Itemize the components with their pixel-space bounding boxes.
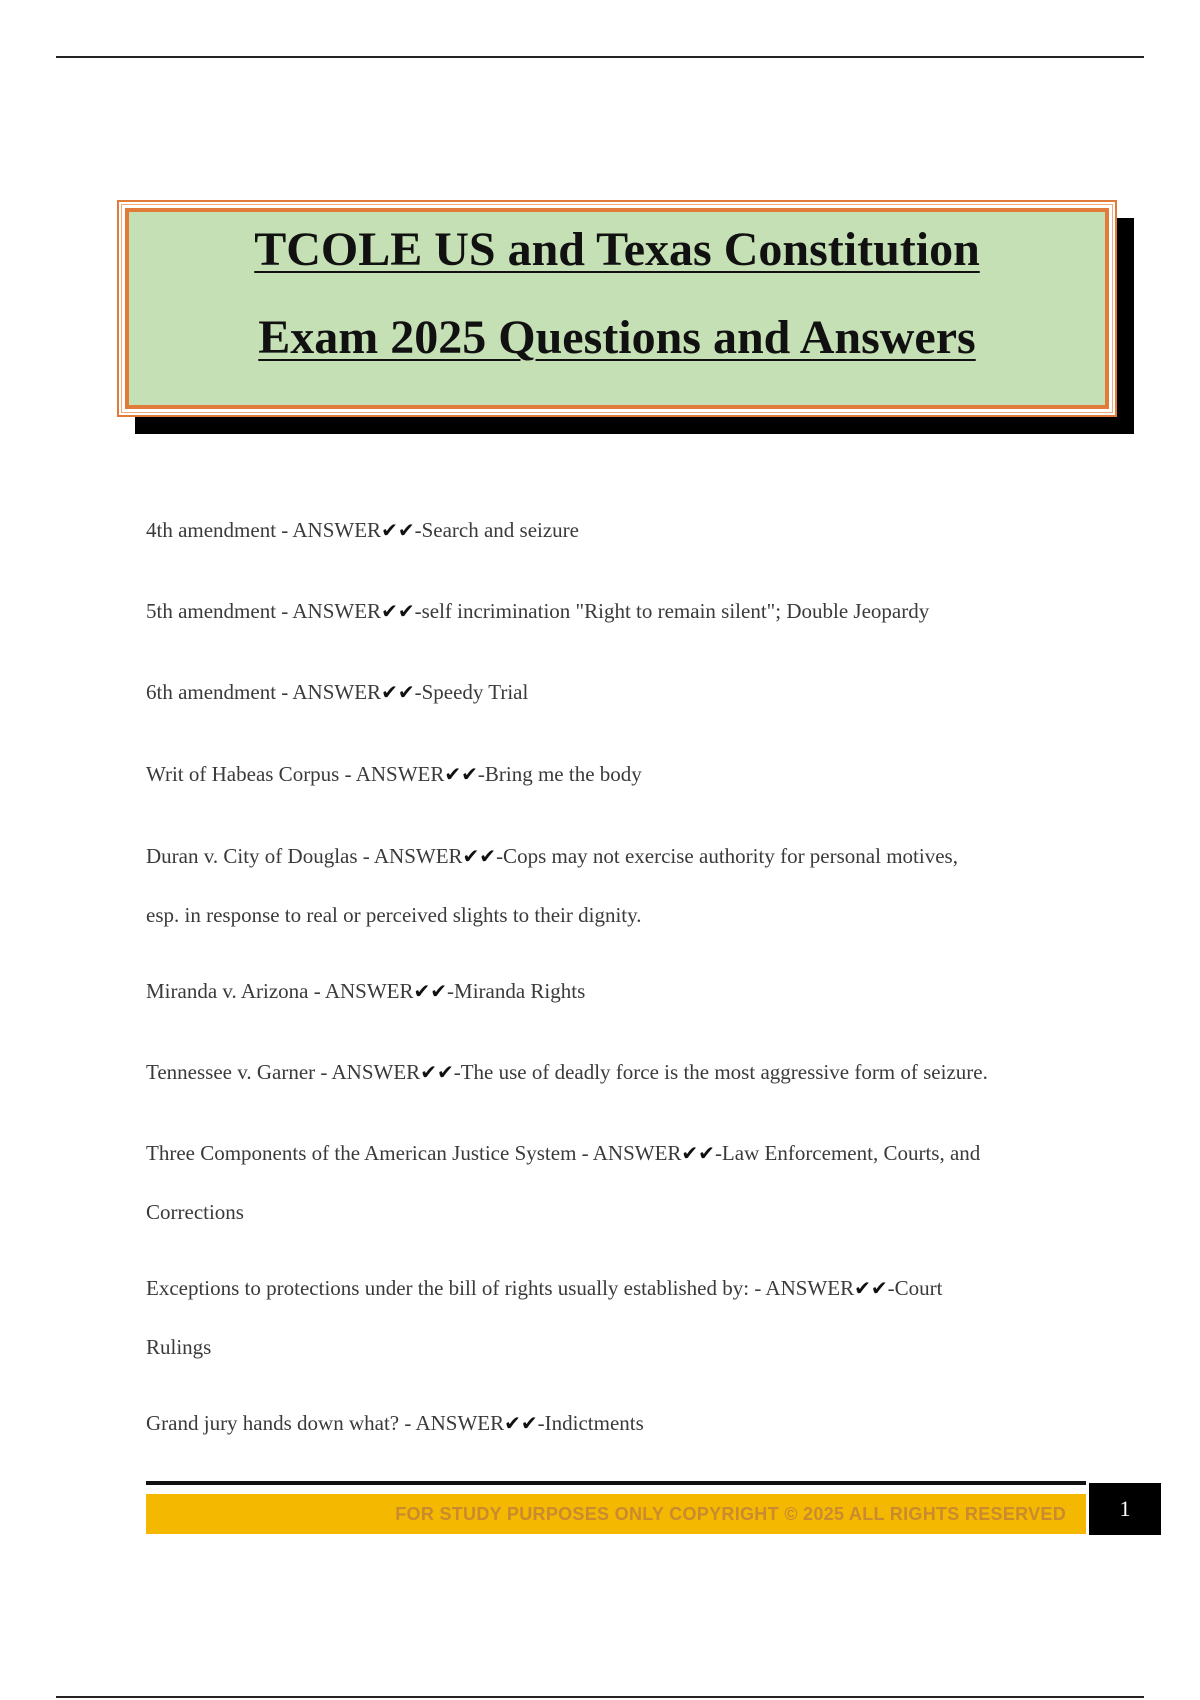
footer-copyright-bar: FOR STUDY PURPOSES ONLY COPYRIGHT © 2025 ALL RIGHTS RESERVED — [146, 1494, 1086, 1534]
qa-line-1 — [146, 827, 1096, 886]
question-text: Duran v. City of Douglas - — [146, 844, 374, 868]
answer-text: -Court — [887, 1276, 943, 1300]
qa-line-1 — [146, 1124, 1096, 1183]
check-marks-icon: ✔✔ — [381, 518, 415, 542]
qa-entry-grand-jury — [146, 1394, 1096, 1453]
answer-text: -The use of deadly force is the most aggressive form of seizure. — [453, 1060, 988, 1084]
answer-text: -Cops may not exercise authority for personal motives, — [496, 844, 958, 868]
answer-text: -Bring me the body — [477, 762, 642, 786]
answer-marker: ANSWER — [331, 1060, 421, 1084]
answer-marker: ANSWER — [324, 979, 414, 1003]
check-marks-icon: ✔✔ — [420, 1060, 454, 1084]
check-marks-icon: ✔✔ — [444, 762, 478, 786]
check-marks-icon: ✔✔ — [381, 680, 415, 704]
qa-entry-6th-amendment — [146, 663, 1096, 722]
question-text: Three Components of the American Justice System - — [146, 1141, 593, 1165]
check-marks-icon: ✔✔ — [462, 844, 497, 868]
question-text: Writ of Habeas Corpus - — [146, 762, 356, 786]
question-text: Grand jury hands down what? - — [146, 1411, 416, 1435]
question-text: Tennessee v. Garner - — [146, 1060, 332, 1084]
question-text: Exceptions to protections under the bill of rights usually established by: - — [146, 1276, 766, 1300]
answer-marker: ANSWER — [415, 1411, 505, 1435]
answer-marker: ANSWER — [592, 1141, 682, 1165]
check-marks-icon: ✔✔ — [681, 1141, 715, 1165]
answer-marker: ANSWER — [765, 1276, 855, 1300]
answer-marker: ANSWER — [373, 844, 463, 868]
qa-entry-duran-v-douglas — [146, 827, 1096, 945]
answer-text: -self incrimination "Right to remain silent"; Double Jeopardy — [414, 599, 930, 623]
answer-marker: ANSWER — [292, 518, 382, 542]
qa-entry-bill-of-rights-exceptions — [146, 1259, 1096, 1377]
title-line-2: Exam 2025 Questions and Answers — [258, 311, 976, 364]
answer-marker: ANSWER — [292, 680, 382, 704]
qa-entry-4th-amendment — [146, 501, 1096, 560]
answer-text: -Miranda Rights — [447, 979, 586, 1003]
question-text: 5th amendment - — [146, 599, 293, 623]
title-line-1: TCOLE US and Texas Constitution — [254, 223, 980, 276]
answer-marker: ANSWER — [292, 599, 382, 623]
answer-text: -Speedy Trial — [414, 680, 529, 704]
top-rule — [56, 56, 1144, 58]
answer-continuation: Rulings — [146, 1335, 212, 1359]
answer-continuation: Corrections — [146, 1200, 244, 1224]
check-marks-icon: ✔✔ — [504, 1411, 538, 1435]
answer-continuation: esp. in response to real or perceived slights to their dignity. — [146, 903, 642, 927]
qa-entry-habeas-corpus — [146, 745, 1096, 804]
question-text: 6th amendment - — [146, 680, 293, 704]
qa-entry-tennessee-v-garner — [146, 1043, 1096, 1102]
check-marks-icon: ✔✔ — [854, 1276, 888, 1300]
answer-marker: ANSWER — [355, 762, 445, 786]
page-number: 1 — [1089, 1483, 1161, 1535]
question-text: Miranda v. Arizona - — [146, 979, 325, 1003]
qa-entry-miranda-v-arizona — [146, 962, 1096, 1021]
answer-text: -Search and seizure — [414, 518, 579, 542]
question-text: 4th amendment - — [146, 518, 293, 542]
answer-text: -Indictments — [537, 1411, 644, 1435]
qa-entry-5th-amendment — [146, 582, 1096, 641]
qa-entry-justice-system-components — [146, 1124, 1096, 1242]
check-marks-icon: ✔✔ — [413, 979, 448, 1003]
footer-rule — [146, 1481, 1086, 1485]
qa-line-1 — [146, 1259, 1096, 1318]
answer-text: -Law Enforcement, Courts, and — [714, 1141, 981, 1165]
title-box — [117, 200, 1117, 417]
check-marks-icon: ✔✔ — [381, 599, 415, 623]
bottom-rule — [56, 1696, 1144, 1698]
